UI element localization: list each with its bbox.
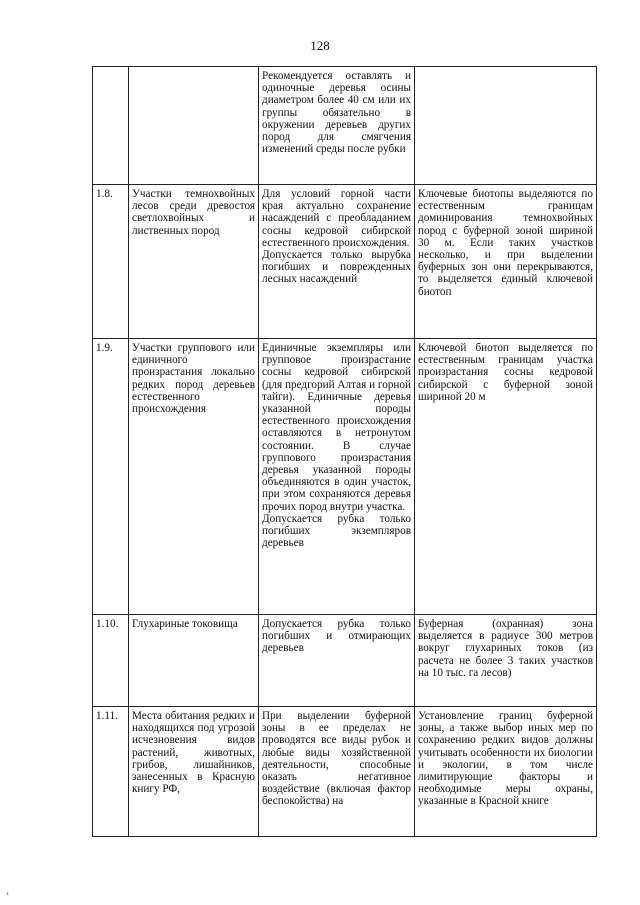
biotope-name: Участки темнохвойных лесов среди древостоя светлохвойных и лиственных пород (129, 185, 259, 339)
row-number: 1.9. (93, 339, 129, 615)
biotope-name (129, 67, 259, 185)
note-cell: Буферная (охранная) зона выделяется в радиусе 300 метров вокруг глухариных токов (из расчета не более 3 таких участков на 10 тыс. га лесов) (415, 615, 597, 707)
requirements-cell (259, 67, 415, 185)
requirements-cell (259, 615, 415, 707)
requirements-paragraph: Допускается рубка только погибших экземпляров деревьев (262, 512, 411, 550)
requirements-cell (259, 185, 415, 339)
table-row (93, 67, 597, 185)
note-cell: Ключевой биотоп выделяется по естественным границам участка произрастания сосны кедровой сибирской с буферной зоной шириной 20 м (415, 339, 597, 615)
requirements-paragraph: Рекомендуется оставлять и одиночные деревья осины диаметром более 40 см или их группы обязательно в окружении деревьев других пород для смягчения изменений среды после рубки (262, 70, 411, 156)
page-number: 128 (310, 38, 330, 53)
table-row (93, 615, 597, 707)
requirements-paragraph: Допускается рубка только погибших и отмирающих деревьев (262, 618, 411, 655)
biotope-table (92, 66, 597, 837)
row-number: 1.8. (93, 185, 129, 339)
requirements-paragraph: Единичные экземпляры или групповое произрастание сосны кедровой сибирской (для предгорий Алтая и горной тайги). Единичные деревья указанной породы естественного происхождения оставляются в нетронутом состоянии. В случае группового произрастания деревья указанной породы объединяются в один участок, при этом сохраняются деревья прочих пород внутри участка. (262, 342, 411, 513)
requirements-paragraph: Допускается только вырубка погибших и поврежденных лесных насаждений (262, 249, 411, 286)
requirements-paragraph: Для условий горной части края актуально сохранение насаждений с преобладанием сосны кедровой сибирской естественного происхождения. (262, 188, 411, 249)
row-number: 1.11. (93, 707, 129, 837)
requirements-paragraph: При выделении буферной зоны в ее пределах не проводятся все виды рубок и любые виды хозяйственной деятельности, способные оказать негативное воздействие (включая фактор беспокойства) на (262, 710, 411, 808)
table-row (93, 707, 597, 837)
row-number (93, 67, 129, 185)
requirements-cell (259, 339, 415, 615)
margin-mark: ‹ (6, 888, 9, 898)
note-cell: Ключевые биотопы выделяются по естественным границам доминирования темнохвойных пород с буферной зоной шириной 30 м. Если таких участков несколько, и при выделении буферных зон они перекрываются, то выделяется единый ключевой биотоп (415, 185, 597, 339)
table-row (93, 185, 597, 339)
biotope-name: Места обитания редких и находящихся под угрозой исчезновения видов растений, животных, грибов, лишайников, занесенных в Красную книгу РФ, (129, 707, 259, 837)
table-row (93, 339, 597, 615)
row-number: 1.10. (93, 615, 129, 707)
note-cell (415, 67, 597, 185)
note-cell: Установление границ буферной зоны, а также выбор иных мер по сохранению редких видов должны учитывать особенности их биологии и экологии, в том числе лимитирующие факторы и необходимые меры охраны, указанные в Красной книге (415, 707, 597, 837)
table-body (93, 67, 597, 837)
biotope-name: Участки группового или единичного произрастания локально редких пород деревьев естественного происхождения (129, 339, 259, 615)
biotope-name: Глухариные токовища (129, 615, 259, 707)
requirements-cell (259, 707, 415, 837)
